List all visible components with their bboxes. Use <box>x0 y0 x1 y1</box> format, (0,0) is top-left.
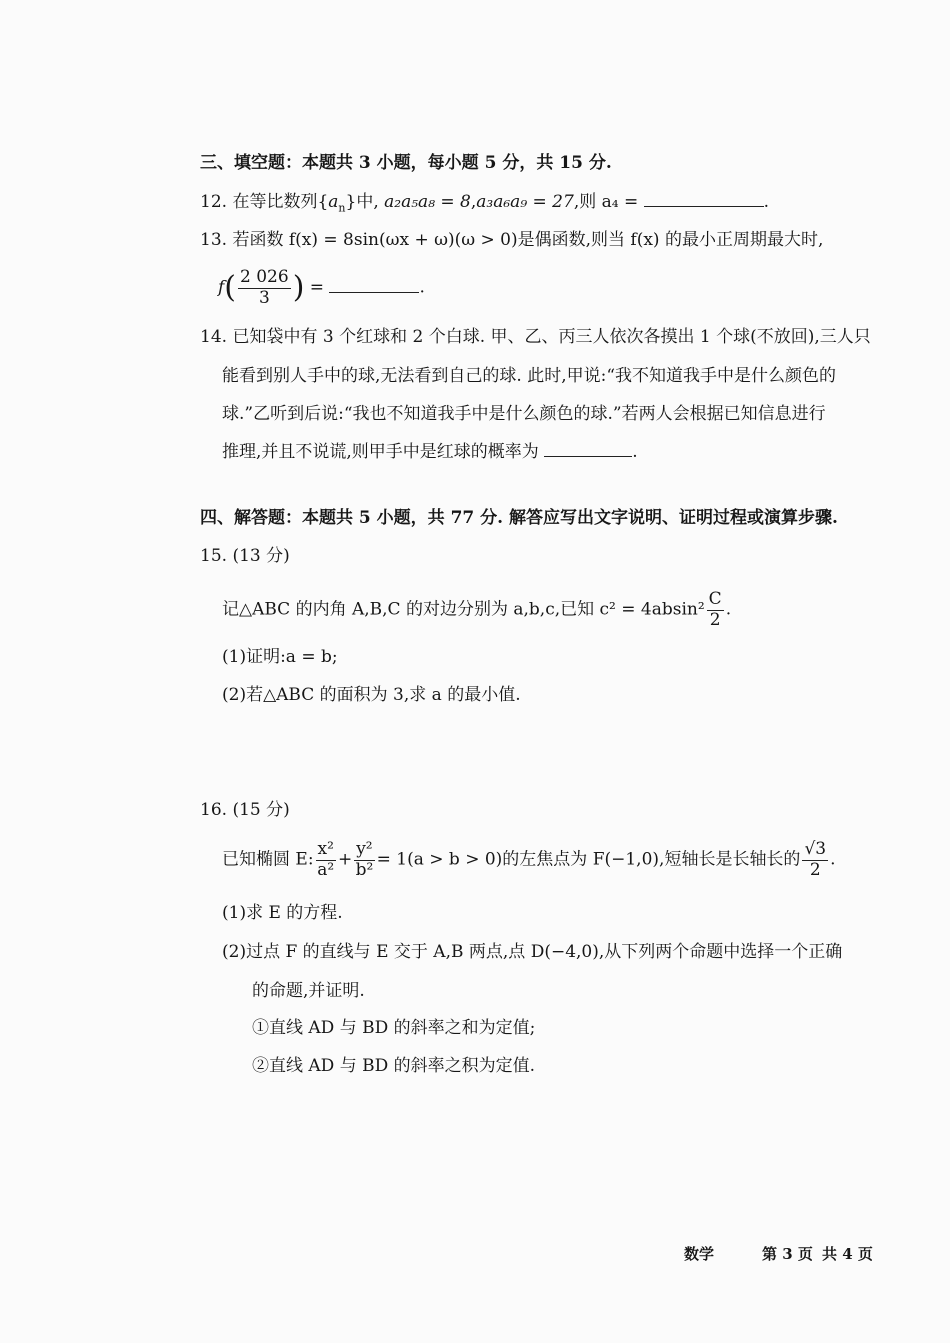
q15-frac-den: 2 <box>709 609 721 630</box>
q15-stem-a: 记△ABC 的内角 A,B,C 的对边分别为 a,b,c,已知 c² = 4absin² <box>222 599 705 620</box>
q14-end: . <box>632 442 638 462</box>
footer-total: 共 4 页 <box>822 1245 873 1263</box>
q13-line1: 若函数 f(x) = 8sin(ωx + ω)(ω > 0)是偶函数,则当 f(x) 的最小正周期最大时, <box>232 230 824 250</box>
q15-label: 15. (13 分) <box>200 546 290 566</box>
q13-paren-open: ( <box>224 270 237 306</box>
q13-answer-blank[interactable] <box>329 278 419 293</box>
q13-eq: = <box>304 277 325 298</box>
q16-fy-den: b² <box>355 859 374 880</box>
q12-text-c: ,则 a₄ = <box>573 192 639 212</box>
q14-line1: 已知袋中有 3 个红球和 2 个白球. 甲、乙、丙三人依次各摸出 1 个球(不放回),三人只 <box>232 327 871 347</box>
q16-stem <box>222 840 836 880</box>
q16-plus: + <box>337 849 353 870</box>
q12-eq2: a₃a₆a₉ = 27 <box>476 192 574 212</box>
q12-end: . <box>763 192 770 212</box>
q15-stem <box>222 590 731 630</box>
q12-text-b: 中, <box>356 192 379 212</box>
q15-frac-num: C <box>708 589 722 609</box>
q12-sep: , <box>470 192 477 212</box>
q16-frac-ratio <box>802 840 828 880</box>
q13-fraction <box>238 268 291 308</box>
q13-paren-close: ) <box>292 270 305 306</box>
q13-frac-den: 3 <box>258 287 270 308</box>
q12-eq1: a₂a₅a₈ = 8 <box>384 192 471 212</box>
q12-seq: a <box>328 192 339 212</box>
q15-fraction <box>707 590 724 630</box>
q12-label: 12. <box>200 192 228 212</box>
q15-stem-end: . <box>725 599 732 620</box>
q16-part1: (1)求 E 的方程. <box>222 903 343 923</box>
q12-text-a: 在等比数列 <box>232 192 318 212</box>
q16-stem-end: . <box>830 849 836 870</box>
footer-page: 第 3 页 <box>762 1245 813 1263</box>
q16-frac-x <box>316 840 336 880</box>
q16-part2-line1: (2)过点 F 的直线与 E 交于 A,B 两点,点 D(−4,0),从下列两个命题中选择一个正确 <box>222 942 843 962</box>
q13-end: . <box>419 277 425 298</box>
q14-answer-blank[interactable] <box>544 442 632 457</box>
q16-stem-b: = 1(a > b > 0)的左焦点为 F(−1,0),短轴长是长轴长的 <box>376 849 801 870</box>
q15-part1: (1)证明:a = b; <box>222 647 338 667</box>
q14-line3: 球.”乙听到后说:“我也不知道我手中是什么颜色的球.”若两人会根据已知信息进行 <box>222 404 826 424</box>
q15-part2: (2)若△ABC 的面积为 3,求 a 的最小值. <box>222 685 521 705</box>
question-13 <box>200 230 823 250</box>
q12-seq-open: { <box>317 192 329 212</box>
q14-line4: 推理,并且不说谎,则甲手中是红球的概率为 <box>222 442 539 462</box>
question-12: 12. 在等比数列$\{a_n\}$中, a₂a₅a₈ = 8,a₃a₆a₉ = 27,则 a₄ = . <box>200 192 770 215</box>
q13-expression <box>218 268 425 308</box>
q14-line2: 能看到别人手中的球,无法看到自己的球. 此时,甲说:“我不知道我手中是什么颜色的 <box>222 366 837 386</box>
q13-f: f <box>218 277 225 298</box>
q14-line4-row <box>222 442 638 462</box>
q13-label: 13. <box>200 230 228 250</box>
q13-frac-num: 2 026 <box>240 267 289 287</box>
q16-fx-num: x² <box>317 839 334 859</box>
section3-header: 三、填空题：本题共 3 小题，每小题 5 分，共 15 分. <box>200 153 612 173</box>
q16-option2: ②直线 AD 与 BD 的斜率之积为定值. <box>252 1056 536 1076</box>
q12-seq-close: } <box>345 192 357 212</box>
q16-frac-y <box>354 840 374 880</box>
section4-header: 四、解答题：本题共 5 小题，共 77 分. 解答应写出文字说明、证明过程或演算步骤. <box>200 508 838 528</box>
q16-fx-den: a² <box>317 859 335 880</box>
q16-fr-den: 2 <box>809 859 821 880</box>
q16-fy-num: y² <box>356 839 373 859</box>
q14-label: 14. <box>200 327 228 347</box>
question-14 <box>200 327 871 347</box>
q16-fr-num: √3 <box>804 839 827 859</box>
q16-stem-a: 已知椭圆 E: <box>222 849 314 870</box>
footer-subject: 数学 <box>684 1245 715 1263</box>
q16-part2-line2: 的命题,并证明. <box>252 981 365 1001</box>
q16-option1: ①直线 AD 与 BD 的斜率之和为定值; <box>252 1018 536 1038</box>
q16-label: 16. (15 分) <box>200 800 290 820</box>
q12-answer-blank[interactable] <box>644 192 764 207</box>
